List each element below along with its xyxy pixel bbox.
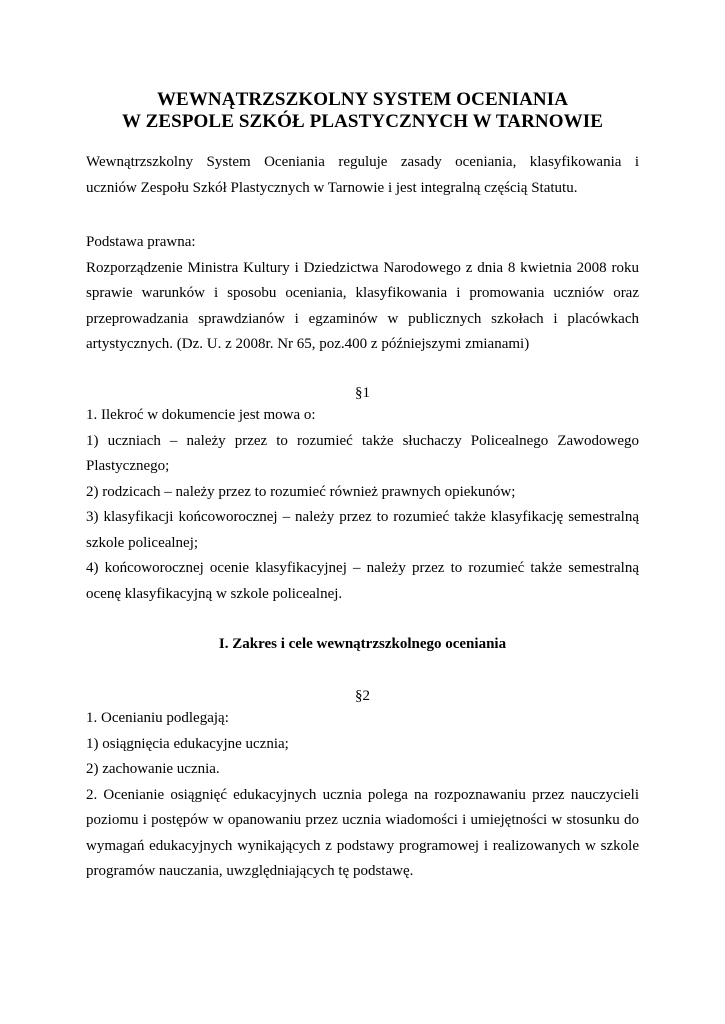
section-1-mark: §1 <box>355 385 370 401</box>
legal-basis-label: Podstawa prawna: <box>86 234 196 250</box>
section-1-line: 4) końcoworocznej ocenie klasyfikacyjnej – należy przez to rozumieć także semestralną <box>86 560 639 576</box>
section-1-line: 1) uczniach – należy przez to rozumieć także słuchaczy Policealnego Zawodowego <box>86 432 639 449</box>
intro-line: uczniów Zespołu Szkół Plastycznych w Tarnowie i jest integralną częścią Statutu. <box>86 179 578 196</box>
section-1-line: 1. Ilekroć w dokumencie jest mowa o: <box>86 407 316 423</box>
document-title-line-2: W ZESPOLE SZKÓŁ PLASTYCZNYCH W TARNOWIE <box>122 111 603 132</box>
section-1-line: ocenę klasyfikacyjną w szkole policealnej. <box>86 585 343 602</box>
legal-basis <box>86 230 639 358</box>
legal-basis-line: przeprowadzania sprawdzianów i egzaminów w publicznych szkołach i placówkach <box>86 310 639 327</box>
legal-basis-line: Rozporządzenie Ministra Kultury i Dziedzictwa Narodowego z dnia 8 kwietnia 2008 roku <box>86 259 639 276</box>
section-2-line: 2. Ocenianie osiągnięć edukacyjnych ucznia polega na rozpoznawaniu przez nauczycieli <box>86 786 639 803</box>
section-1-line: 3) klasyfikacji końcoworocznej – należy przez to rozumieć także klasyfikację semestralną <box>86 509 639 525</box>
section-2-mark: §2 <box>355 688 370 704</box>
chapter-1-heading: I. Zakres i cele wewnątrzszkolnego oceniania <box>218 636 507 652</box>
section-2-line: 2) zachowanie ucznia. <box>86 761 220 777</box>
section-2-line: poziomu i postępów w opanowaniu przez ucznia wiadomości i umiejętności w stosunku do <box>86 812 639 828</box>
section-2-line: 1. Ocenianiu podlegają: <box>86 710 229 726</box>
document-title-line-1: WEWNĄTRZSZKOLNY SYSTEM OCENIANIA <box>156 89 569 110</box>
intro-line: Wewnątrzszkolny System Oceniania reguluje zasady oceniania, klasyfikowania i <box>86 154 639 170</box>
section-1-line: szkole policealnej; <box>86 534 199 551</box>
section-2-line: programów nauczania, uwzględniających tę podstawę. <box>86 863 414 879</box>
legal-basis-line: artystycznych. (Dz. U. z 2008r. Nr 65, poz.400 z późniejszymi zmianami) <box>86 336 530 352</box>
section-1-body <box>86 403 639 607</box>
section-2-body <box>86 706 639 885</box>
section-1-line: 2) rodzicach – należy przez to rozumieć również prawnych opiekunów; <box>86 483 516 500</box>
intro-paragraph <box>86 150 639 201</box>
section-2-line: wymagań edukacyjnych wynikających z podstawy programowej i realizowanych w szkole <box>86 837 639 854</box>
section-2-line: 1) osiągnięcia edukacyjne ucznia; <box>86 735 289 752</box>
legal-basis-line: sprawie warunków i sposobu oceniania, klasyfikowania i promowania uczniów oraz <box>86 285 639 301</box>
section-1-line: Plastycznego; <box>86 458 170 474</box>
